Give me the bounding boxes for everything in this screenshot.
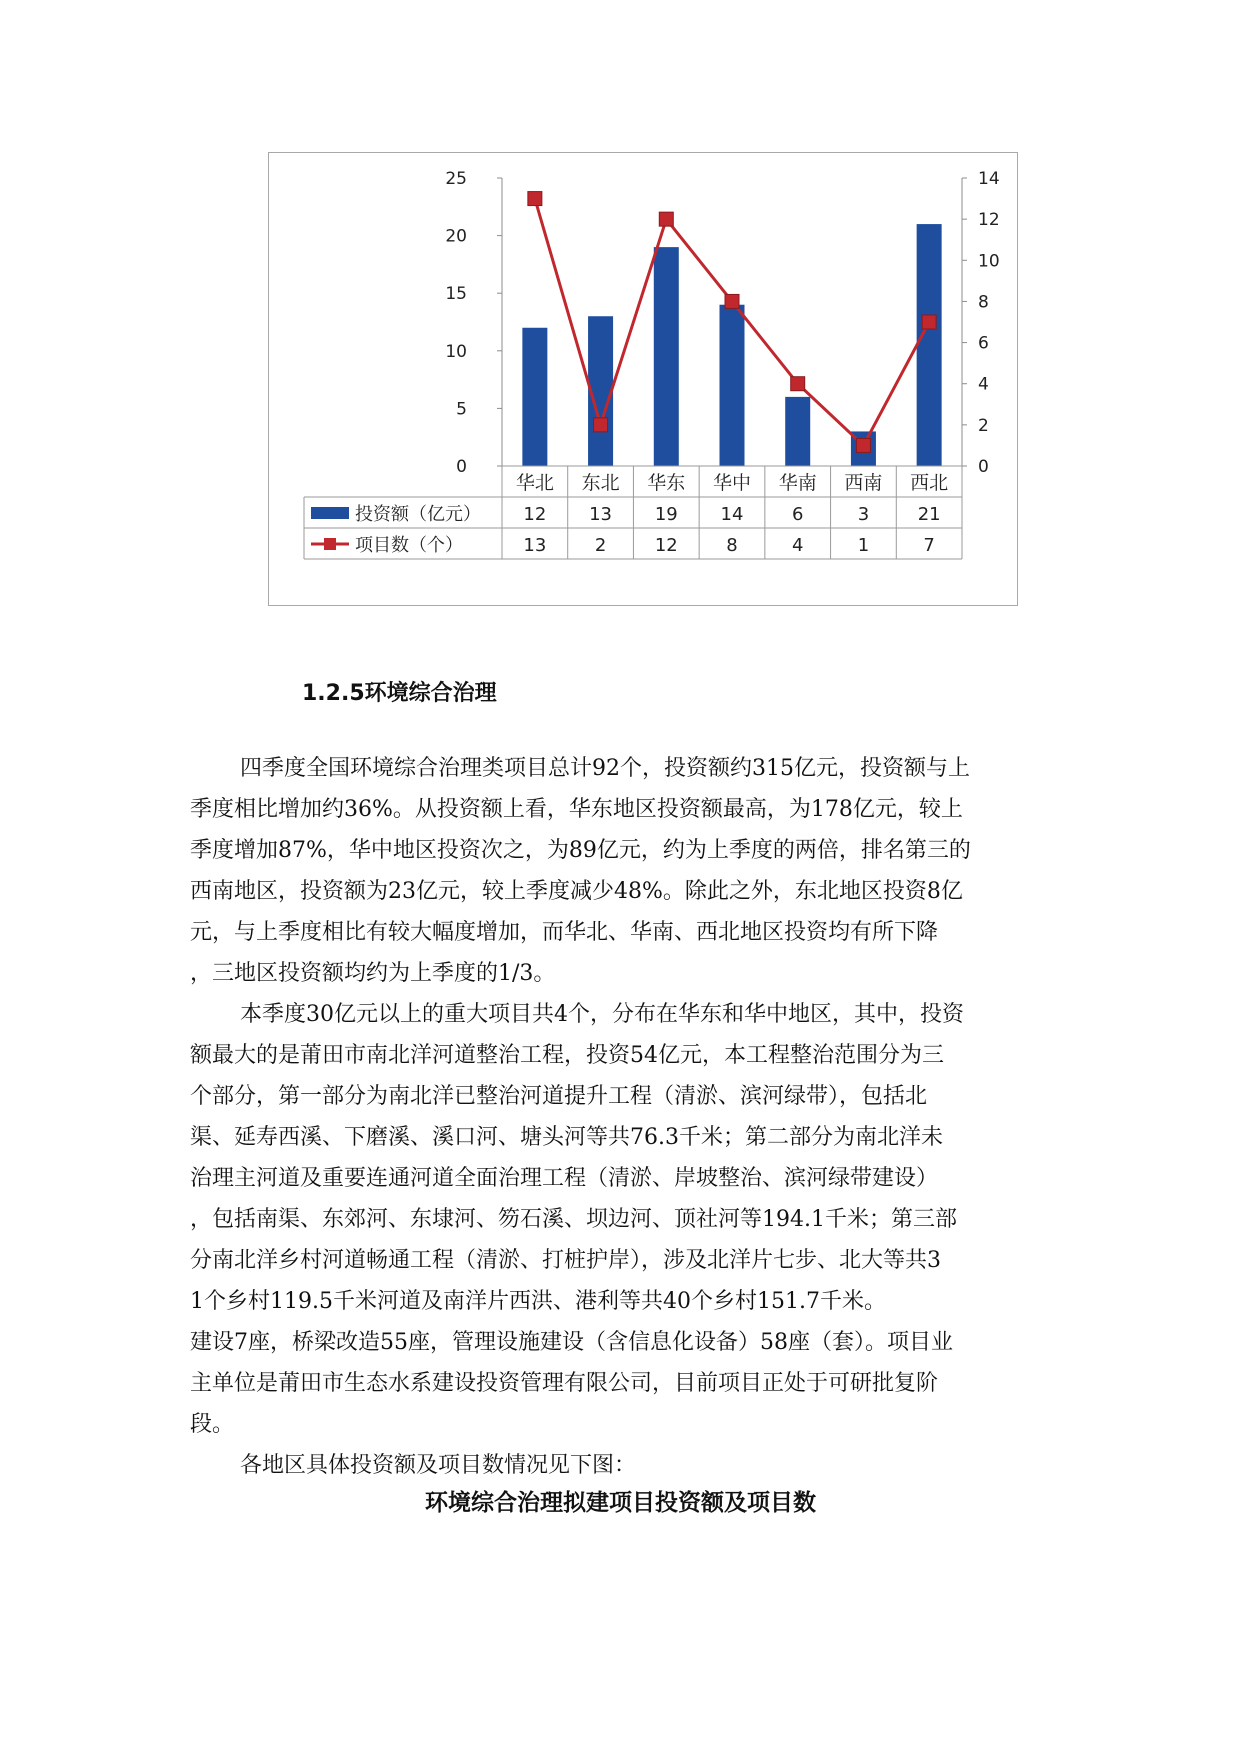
legend-bar-label: 投资额（亿元） <box>355 504 481 525</box>
table-value-line: 7 <box>923 535 935 556</box>
right-tick-label: 4 <box>978 374 989 395</box>
bar <box>522 328 547 466</box>
category-label: 华中 <box>712 472 752 494</box>
text-line: 四季度全国环境综合治理类项目总计92个，投资额约315亿元，投资额与上 <box>240 756 970 781</box>
table-value-line: 12 <box>654 535 678 556</box>
section-heading: 1.2.5环境综合治理 <box>302 681 497 706</box>
text-line: 治理主河道及重要连通河道全面治理工程（清淤、岸坡整治、滨河绿带建设） <box>190 1166 939 1191</box>
line-marker <box>594 418 608 432</box>
text-line: 分南北洋乡村河道畅通工程（清淤、打桩护岸），涉及北洋片七步、北大等共3 <box>190 1248 941 1273</box>
category-label: 华东 <box>647 472 686 494</box>
right-tick-label: 2 <box>978 415 989 436</box>
table-value-bar: 3 <box>857 504 870 525</box>
text-line: ，包括南渠、东郊河、东埭河、笏石溪、坝边河、顶社河等194.1千米；第三部 <box>190 1207 957 1232</box>
line-marker <box>922 315 936 329</box>
category-label: 西南 <box>844 472 883 494</box>
table-value-line: 1 <box>857 535 870 556</box>
right-tick-label: 12 <box>978 210 1000 231</box>
table-value-line: 13 <box>523 535 547 556</box>
paragraph-2 <box>190 994 1060 1445</box>
bar <box>785 397 810 466</box>
table-value-line: 2 <box>594 535 607 556</box>
left-tick-label: 15 <box>445 284 467 305</box>
table-value-bar: 12 <box>523 504 547 525</box>
table-value-bar: 6 <box>791 504 804 525</box>
left-tick-label: 25 <box>445 169 467 189</box>
line-marker <box>725 294 739 308</box>
text-line: 本季度30亿元以上的重大项目共4个，分布在华东和华中地区，其中，投资 <box>240 1002 964 1027</box>
text-line: 个部分，第一部分为南北洋已整治河道提升工程（清淤、滨河绿带），包括北 <box>190 1084 928 1109</box>
right-tick-label: 8 <box>978 292 989 313</box>
table-value-line: 8 <box>726 535 738 556</box>
text-line: 元，与上季度相比有较大幅度增加，而华北、华南、西北地区投资均有所下降 <box>190 920 939 945</box>
text-line: 1个乡村119.5千米河道及南洋片西洪、港利等共40个乡村151.7千米。 <box>190 1289 886 1314</box>
right-tick-label: 0 <box>978 457 989 477</box>
legend-line-marker <box>324 538 336 550</box>
left-tick-label: 10 <box>445 341 467 362</box>
text-line: 季度增加87%，华中地区投资次之，为89亿元，约为上季度的两倍，排名第三的 <box>190 838 971 863</box>
line-marker <box>791 377 805 391</box>
paragraph-1 <box>190 748 1060 994</box>
category-label: 华南 <box>778 472 817 494</box>
category-label: 东北 <box>581 472 620 494</box>
line-marker <box>856 438 870 452</box>
left-tick-label: 5 <box>456 399 467 420</box>
table-value-bar: 21 <box>917 504 941 525</box>
text-line: 季度相比增加约36%。从投资额上看，华东地区投资额最高，为178亿元，较上 <box>190 797 963 822</box>
table-value-bar: 19 <box>654 504 678 525</box>
legend-bar-key <box>311 507 349 519</box>
line-marker <box>659 212 673 226</box>
bar <box>720 305 745 466</box>
text-line: 各地区具体投资额及项目数情况见下图： <box>240 1453 637 1478</box>
legend-line-label: 项目数（个） <box>355 535 463 556</box>
right-tick-label: 6 <box>978 333 989 354</box>
line-marker <box>528 192 542 206</box>
right-tick-label: 10 <box>978 251 1000 272</box>
table-value-bar: 14 <box>720 504 744 525</box>
combo-chart <box>268 152 1018 606</box>
text-line: 主单位是莆田市生态水系建设投资管理有限公司，目前项目正处于可研批复阶 <box>190 1371 939 1396</box>
text-line: ，三地区投资额均约为上季度的1/3。 <box>190 961 556 986</box>
left-tick-label: 0 <box>456 457 467 477</box>
category-label: 华北 <box>515 472 554 494</box>
category-label: 西北 <box>910 472 949 494</box>
paragraph-3 <box>190 1445 1060 1486</box>
chart-caption: 环境综合治理拟建项目投资额及项目数 <box>425 1490 816 1516</box>
text-line: 渠、延寿西溪、下磨溪、溪口河、塘头河等共76.3千米；第二部分为南北洋未 <box>190 1125 943 1150</box>
chart-svg <box>269 153 1019 607</box>
table-value-line: 4 <box>791 535 804 556</box>
bar <box>654 247 679 466</box>
bar <box>917 224 942 466</box>
table-value-bar: 13 <box>589 504 613 525</box>
text-line: 段。 <box>190 1412 235 1437</box>
right-tick-label: 14 <box>978 169 1000 189</box>
text-line: 额最大的是莆田市南北洋河道整治工程，投资54亿元，本工程整治范围分为三 <box>190 1043 944 1068</box>
text-line: 建设7座，桥梁改造55座，管理设施建设（含信息化设备）58座（套）。项目业 <box>190 1330 953 1355</box>
left-tick-label: 20 <box>445 226 467 247</box>
text-line: 西南地区，投资额为23亿元，较上季度减少48%。除此之外，东北地区投资8亿 <box>190 879 963 904</box>
